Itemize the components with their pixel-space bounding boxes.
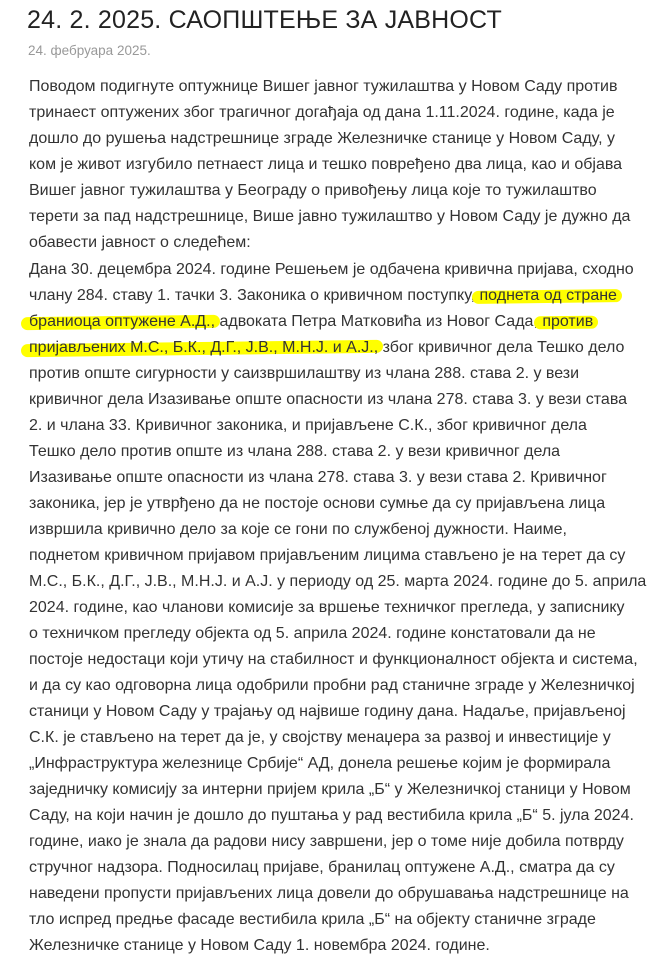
text-segment: Железничке станице у Новом Саду 1. новембра 2024. године. — [29, 937, 490, 954]
text-segment: стручног надзора. Подносилац пријаве, бранилац оптужене А.Д., сматра да су — [29, 859, 615, 876]
text-segment: због кривичног дела Тешко дело — [378, 339, 625, 356]
text-segment: Изазивање опште опасности из члана 278. става 3. у вези става 2. Кривичног — [29, 469, 607, 486]
text-line — [29, 725, 639, 751]
highlighted-text: против — [542, 313, 594, 330]
text-segment: извршила кривично дело за које се гони по службеној дужности. Наиме, — [29, 521, 567, 538]
text-line — [29, 621, 639, 647]
text-line — [29, 361, 639, 387]
text-segment: кривичног дела Изазивање опште опасности из члана 278. става 3. у вези става — [29, 391, 628, 408]
text-line — [29, 126, 639, 152]
text-segment: Тешко дело против опште из члана 288. става 2. у вези кривичног дела — [29, 443, 561, 460]
intro-paragraph — [29, 74, 639, 256]
text-line — [29, 100, 639, 126]
text-line — [29, 257, 639, 283]
text-line — [29, 569, 647, 595]
text-line — [29, 465, 639, 491]
text-line — [29, 647, 639, 673]
text-line — [29, 74, 639, 100]
text-line — [29, 413, 639, 439]
text-segment: Дана 30. децембра 2024. године Решењем је одбачена кривична пријава, сходно — [29, 261, 634, 278]
text-segment: члану 284. ставу 1. тачки 3. Законика о кривичном поступку, — [29, 287, 480, 304]
text-line — [29, 230, 639, 256]
text-segment: 2. и члана 33. Кривичног законика, и пријављене С.К., због кривичног дела — [29, 417, 587, 434]
page-title: 24. 2. 2025. САОПШТЕЊЕ ЗА ЈАВНОСТ — [27, 6, 502, 34]
text-segment: „Инфраструктура железнице Србије“ АД, донела решење којим је формирала — [29, 755, 611, 772]
text-segment: тринаест оптужених због трагичног догађаја од дана 1.11.2024. године, када је — [29, 104, 615, 121]
text-line — [29, 881, 639, 907]
text-line — [29, 933, 639, 959]
text-line — [29, 673, 639, 699]
text-segment: поднетом кривичном пријавом пријављеним лицима стављено је на терет да су — [29, 547, 626, 564]
text-segment: адвоката Петра Матковића из Новог Сада, — [215, 313, 543, 330]
text-line — [29, 309, 639, 335]
text-line — [29, 335, 639, 361]
text-segment: дошло до рушења надстрешнице зграде Железничке станице у Новом Саду, у — [29, 130, 615, 147]
text-segment: Саду, на који начин је дошло до пуштања у рад вестибила крила „Б“ 5. јула 2024. — [29, 807, 634, 824]
text-segment: С.К. је стављено на терет да је, у својству менаџера за развој и инвестиције у — [29, 729, 611, 746]
text-line — [29, 543, 639, 569]
text-segment: М.С., Б.К., Д.Г., Ј.В., М.Н.Ј. и А.Ј. у периоду од 25. марта 2024. године до 5. априла — [29, 573, 647, 590]
text-segment: законика, јер је утврђено да не постоје основи сумње да су пријављена лица — [29, 495, 606, 512]
text-line — [29, 439, 639, 465]
text-segment: Поводом подигнуте оптужнице Вишег јавног тужилаштва у Новом Саду против — [29, 78, 618, 95]
highlighted-text: поднета од стране — [479, 287, 617, 304]
text-line — [29, 595, 639, 621]
text-line — [29, 178, 639, 204]
text-segment: наведени пропусти пријављених лица довели до обрушавања надстрешнице на — [29, 885, 629, 902]
text-segment: постоје недостаци који утичу на стабилност и функционалност објекта и система, — [29, 651, 638, 668]
text-segment: и да су као одговорна лица одобрили пробни рад станичне зграде у Железничкој — [29, 677, 635, 694]
text-segment: Вишег јавног тужилаштва у Београду о привођењу лица које то тужилаштво — [29, 182, 597, 199]
text-segment: године, иако је знала да радови нису завршени, јер о томе није добила потврду — [29, 833, 624, 850]
highlighted-text: пријављених М.С., Б.К., Д.Г., Ј.В., М.Н.Ј. и А.Ј., — [29, 339, 379, 356]
text-line — [29, 751, 639, 777]
text-segment: против опште сигурности у саизвршилаштву из члана 288. става 2. у вези — [29, 365, 580, 382]
text-line — [29, 803, 639, 829]
text-segment: ком је живот изгубило петнаест лица и тешко повређено два лица, као и објава — [29, 156, 623, 173]
text-segment: терети за пад надстрешнице, Више јавно тужилаштво у Новом Саду је дужно да — [29, 208, 631, 225]
text-line — [29, 907, 639, 933]
publish-date: 24. фебруара 2025. — [28, 43, 151, 58]
text-line — [29, 152, 639, 178]
text-segment: станици у Новом Саду у трајању од највише годину дана. Надаље, пријављеној — [29, 703, 626, 720]
text-line — [29, 855, 639, 881]
text-line — [29, 283, 639, 309]
text-line — [29, 204, 639, 230]
text-line — [29, 699, 639, 725]
text-segment: тло испред предње фасаде вестибила крила „Б“ на објекту станичне зграде — [29, 911, 596, 928]
decision-paragraph — [29, 257, 647, 959]
highlighted-text: браниоца оптужене А.Д., — [29, 313, 216, 330]
text-line — [29, 777, 639, 803]
text-line — [29, 491, 639, 517]
text-segment: 2024. године, као чланови комисије за вршење техничког прегледа, у записнику — [29, 599, 625, 616]
text-line — [29, 387, 639, 413]
text-segment: о техничком прегледу објекта од 5. априла 2024. године констатовали да не — [29, 625, 596, 642]
text-segment: обавести јавност о следећем: — [29, 234, 251, 251]
text-segment: заједничку комисију за интерни пријем крила „Б“ у Железничкој станици у Новом — [29, 781, 631, 798]
text-line — [29, 517, 639, 543]
text-line — [29, 829, 639, 855]
